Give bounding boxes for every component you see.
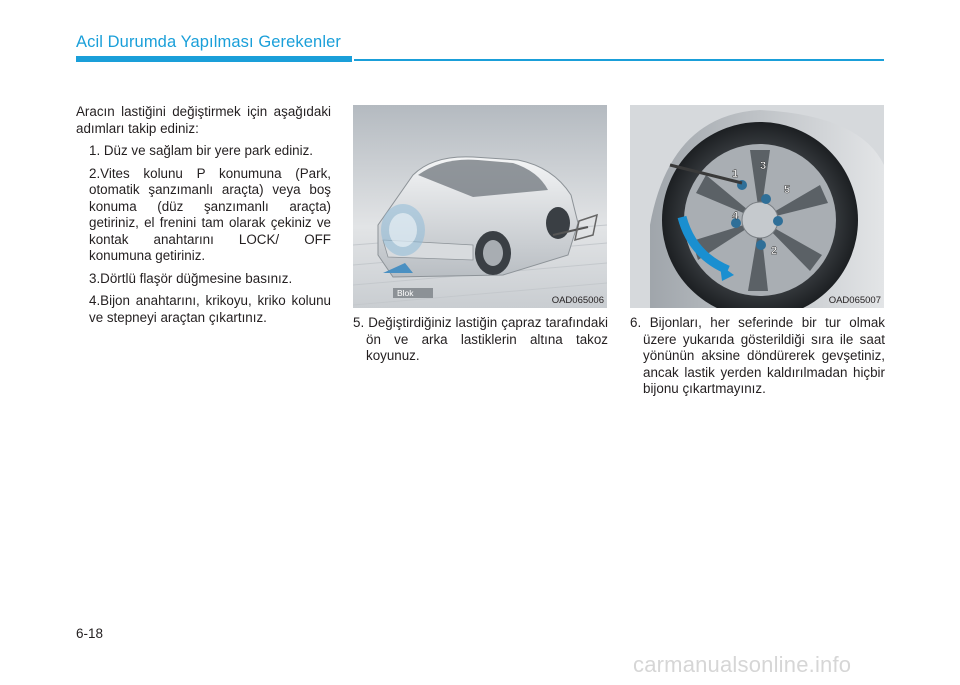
step-1 (76, 143, 331, 160)
step-text: Bijon anahtarını, krikoyu, kriko kolunu ve stepneyi araçtan çıkartınız. (89, 293, 331, 325)
figure-wheel-nuts (630, 105, 884, 308)
nut-label-2: 2 (770, 245, 778, 257)
step-text: Düz ve sağlam bir yere park ediniz. (103, 143, 314, 158)
step-number: 4. (89, 293, 101, 308)
car-illustration (353, 105, 607, 308)
step-number: 5. (353, 315, 369, 330)
steps-list-2 (353, 315, 608, 365)
step-text: Bijonları, her seferinde bir tur olmak üzere yukarıda gösterildiği sıra ile saat yönünün aksine döndürerek gevşetiniz, ancak lastik yerden kaldırılmadan hiçbir bijonu çıkartmayınız. (643, 315, 885, 396)
step-number: 3. (89, 270, 101, 286)
steps-list-1 (76, 143, 331, 326)
figure-code: OAD065007 (828, 295, 881, 306)
nut-label-5: 5 (783, 184, 791, 196)
figure-code: OAD065006 (551, 295, 604, 306)
column-2 (353, 315, 608, 371)
step-4 (76, 293, 331, 326)
column-3 (630, 315, 885, 404)
step-number: 1. (89, 143, 104, 158)
header-rule-thin (354, 59, 884, 61)
nut-label-4: 4 (731, 210, 739, 222)
header-rule-thick (76, 56, 352, 62)
step-2 (76, 166, 331, 265)
step-text: Değiştirdiğiniz lastiğin çapraz tarafındaki ön ve arka lastiklerin altına takoz koyunuz. (366, 315, 608, 363)
watermark: carmanualsonline.info (633, 652, 852, 677)
step-text: Dörtlü flaşör düğmesine basınız. (100, 270, 293, 286)
step-number: 2. (89, 165, 101, 181)
intro-paragraph: Aracın lastiğini değiştirmek için aşağıdaki adımları takip ediniz: (76, 104, 331, 136)
step-text: Vites kolunu P konumuna (Park, otomatik şanzımanlı araçta) veya boş konuma (düz şanzımanlı araçta) getiriniz, el frenini tam olarak çekiniz ve kontak anahtarını LOCK/ OFF konumuna getiriniz. (89, 165, 331, 263)
wheel-illustration (630, 105, 884, 308)
blok-label: Blok (397, 288, 414, 298)
step-number: 6. (630, 315, 650, 330)
column-1 (76, 104, 331, 332)
step-3 (76, 271, 331, 288)
nut-label-3: 3 (759, 160, 767, 172)
steps-list-3 (630, 315, 885, 398)
figure-car-chock (353, 105, 607, 308)
step-6 (630, 315, 885, 398)
step-5 (353, 315, 608, 365)
page-number: 6-18 (76, 626, 104, 641)
section-title: Acil Durumda Yapılması Gerekenler (76, 33, 341, 51)
nut-label-1: 1 (731, 168, 739, 180)
